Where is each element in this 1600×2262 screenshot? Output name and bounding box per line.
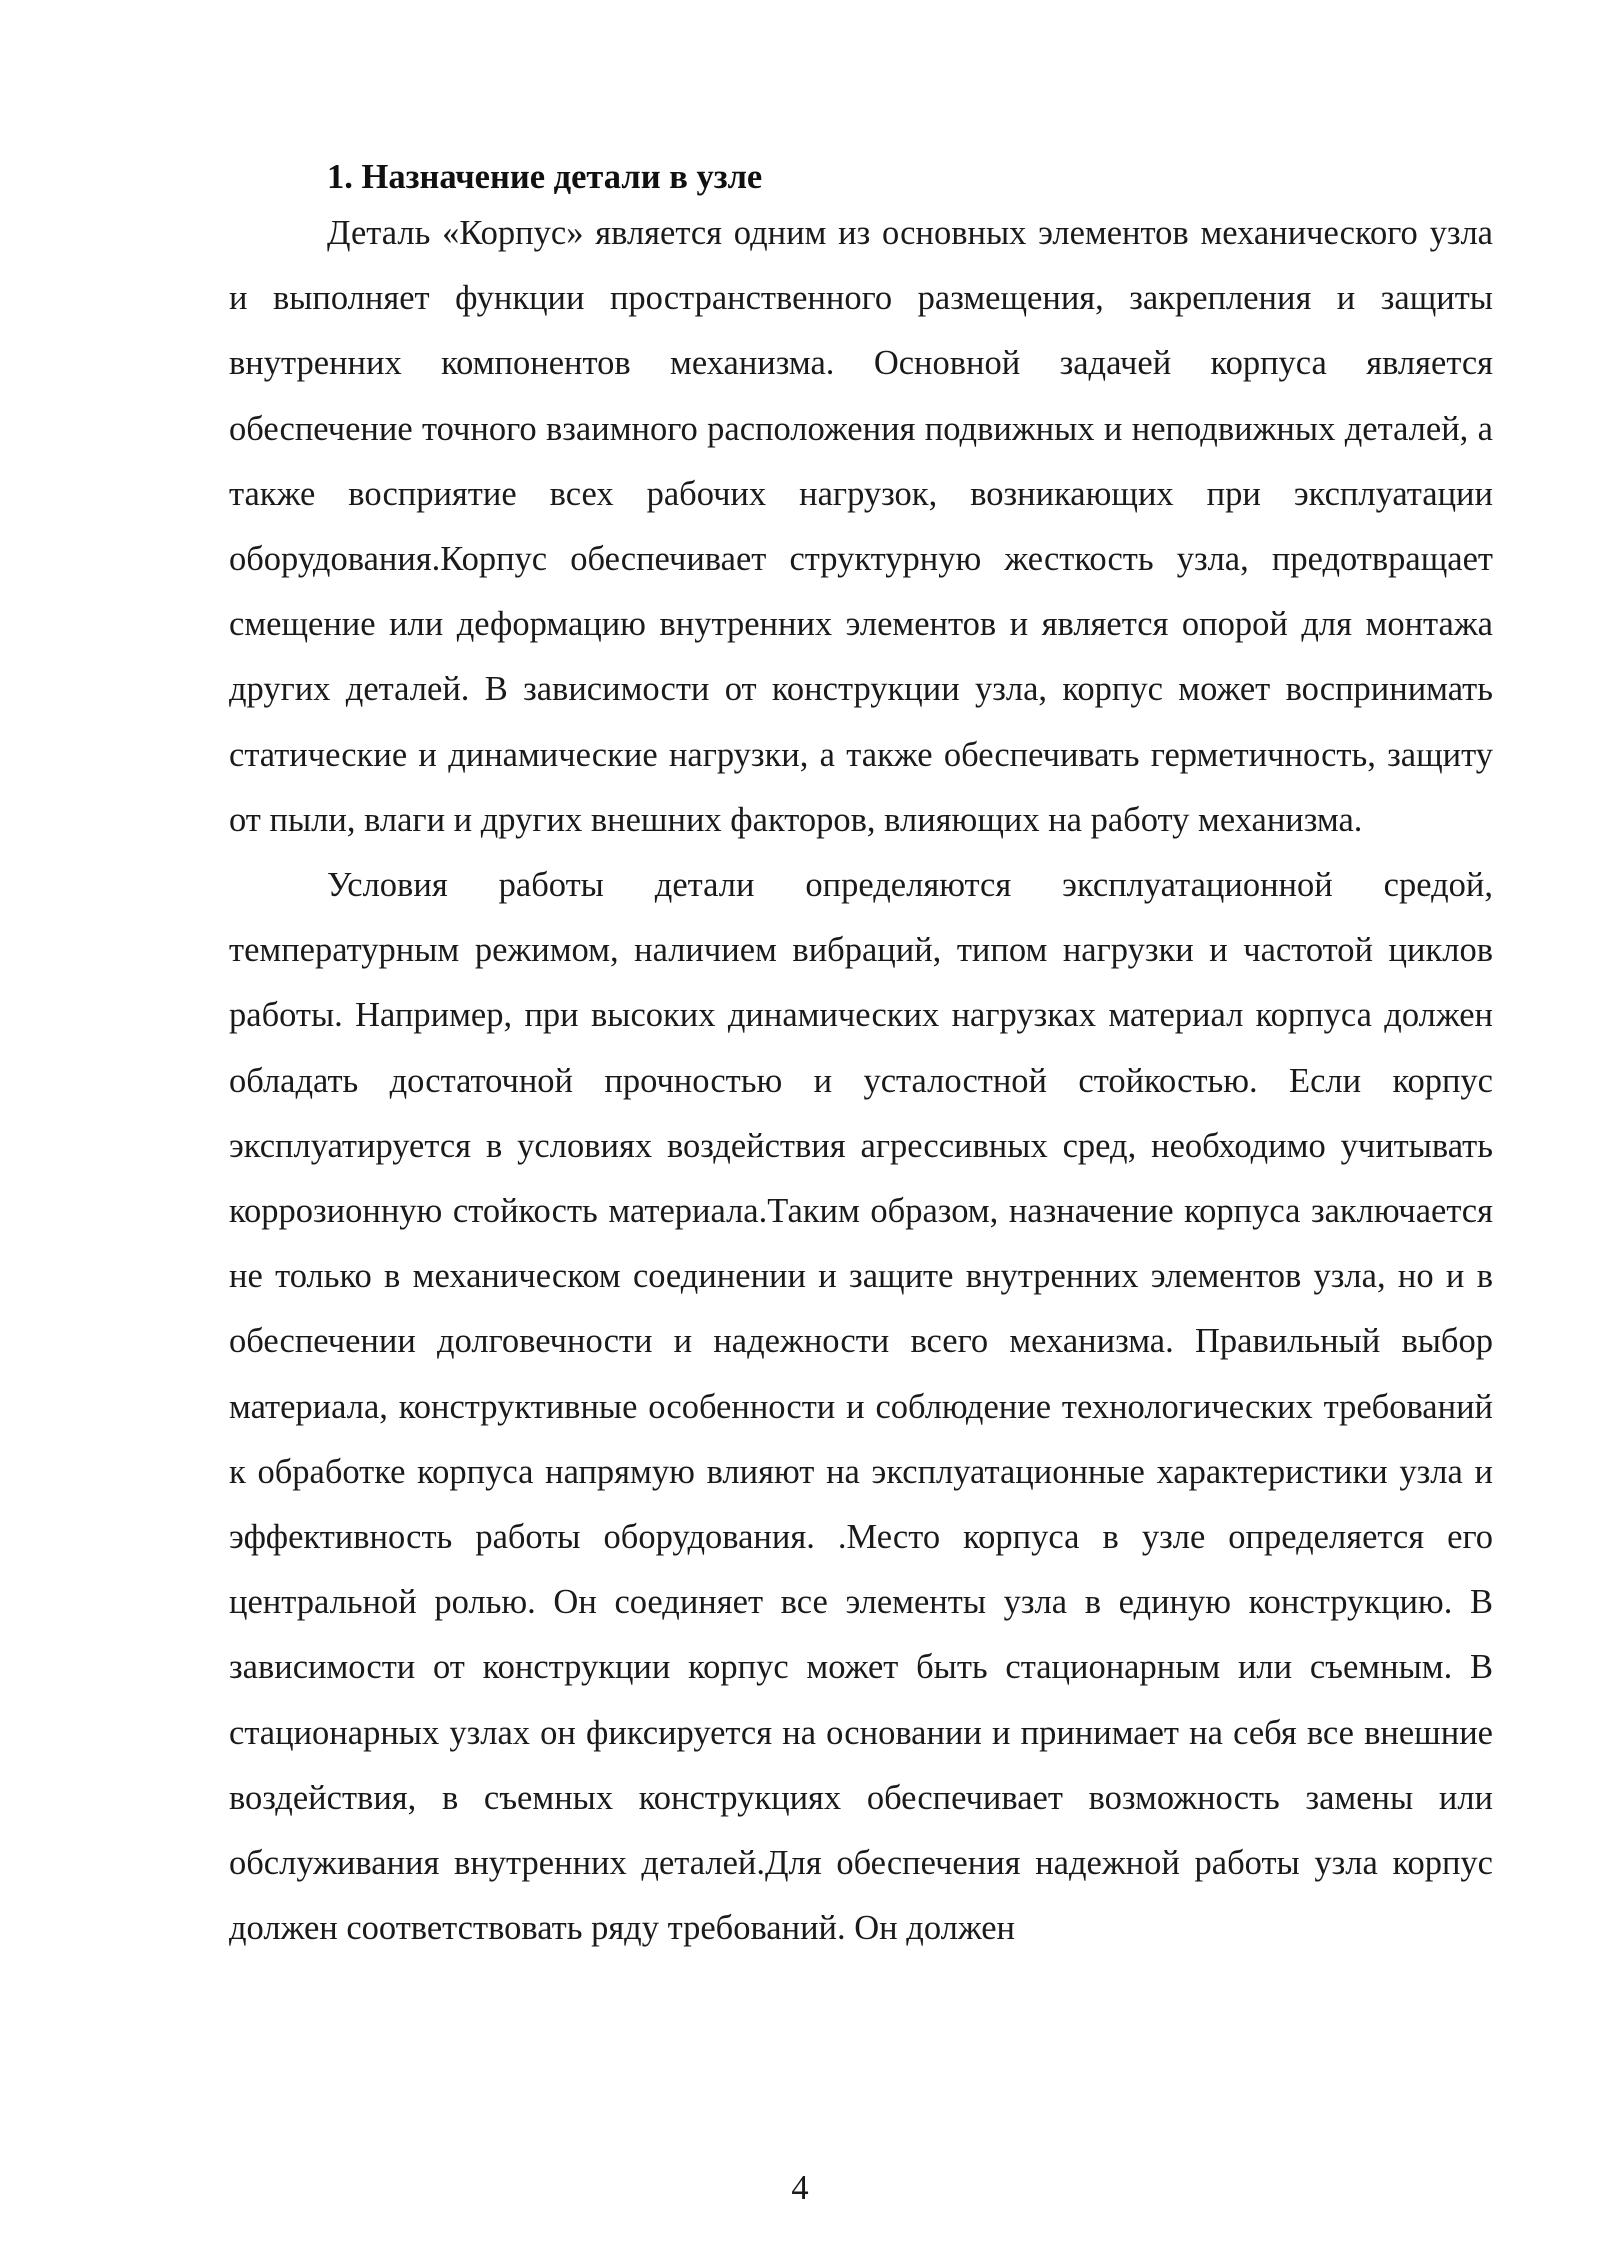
section-heading: 1. Назначение детали в узле xyxy=(327,158,763,196)
page-number: 4 xyxy=(791,2169,809,2207)
paragraph-2: Условия работы детали определяются эксплуатационной средой, температурным режимом, наличием вибраций, типом нагрузки и частотой циклов работы. Например, при высоких динамических нагрузках материал корпуса должен обладать достаточной прочностью и усталостной стойкостью. Если корпус эксплуатируется в условиях воздействия агрессивных сред, необходимо учитывать коррозионную стойкость материала.Таким образом, назначение корпуса заключается не только в механическом соединении и защите внутренних элементов узла, но и в обеспечении долговечности и надежности всего механизма. Правильный выбор материала, конструктивные особенности и соблюдение технологических требований к обработке корпуса напрямую влияют на эксплуатационные характеристики узла и эффективность работы оборудования. .Место корпуса в узле определяется его центральной ролью. Он соединяет все элементы узла в единую конструкцию. В зависимости от конструкции корпус может быть стационарным или съемным. В стационарных узлах он фиксируется на основании и принимает на себя все внешние воздействия, в съемных конструкциях обеспечивает возможность замены или обслуживания внутренних деталей.Для обеспечения надежной работы узла корпус должен соответствовать ряду требований. Он должен xyxy=(229,866,1493,1948)
page-content xyxy=(229,153,1493,1961)
paragraph-1: Деталь «Корпус» является одним из основных элементов механического узла и выполняет функции пространственного размещения, закрепления и защиты внутренних компонентов механизма. Основной задачей корпуса является обеспечение точного взаимного расположения подвижных и неподвижных деталей, а также восприятие всех рабочих нагрузок, возникающих при эксплуатации оборудования.Корпус обеспечивает структурную жесткость узла, предотвращает смещение или деформацию внутренних элементов и является опорой для монтажа других деталей. В зависимости от конструкции узла, корпус может воспринимать статические и динамические нагрузки, а также обеспечивать герметичность, защиту от пыли, влаги и других внешних факторов, влияющих на работу механизма. xyxy=(229,214,1493,839)
